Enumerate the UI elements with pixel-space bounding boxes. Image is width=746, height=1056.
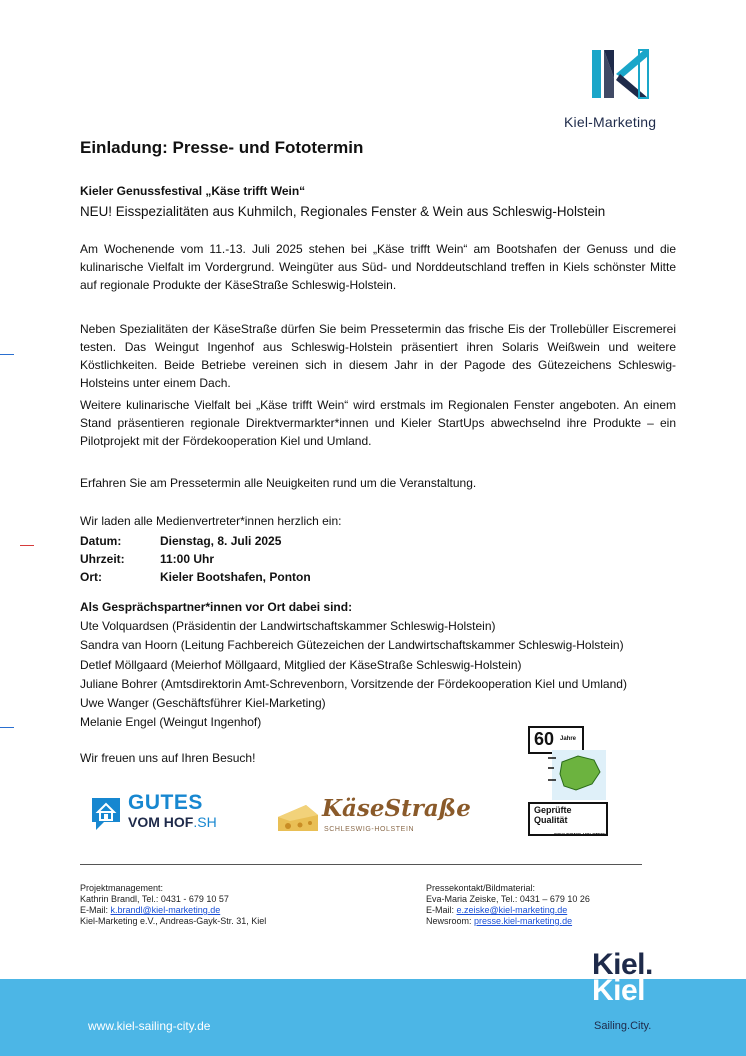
footer-right-newsroom-line — [426, 916, 686, 927]
time-row — [80, 550, 214, 568]
cheese-icon — [276, 801, 320, 835]
event-tagline: NEU! Eisspezialitäten aus Kuhmilch, Regionales Fenster & Wein aus Schleswig-Holstein — [80, 204, 606, 219]
gutes-vom-hof-logo — [88, 792, 248, 834]
place-label: Ort: — [80, 570, 102, 584]
km-monogram-icon — [590, 48, 650, 100]
time-label: Uhrzeit: — [80, 552, 125, 566]
partner-2: Sandra van Hoorn (Leitung Fachbereich Gütezeichen der Landwirtschaftskammer Schleswig-Holstein) — [80, 638, 624, 652]
margin-mark-3 — [0, 727, 14, 728]
footer-right-label: Pressekontakt/Bildmaterial: — [426, 883, 536, 893]
footer-left-email-link[interactable]: k.brandl@kiel-marketing.de — [110, 905, 221, 915]
footer-left-label: Projektmanagement: — [80, 883, 164, 893]
sailing-city-slogan: Sailing.City. — [594, 1020, 652, 1032]
footer-right-email-line — [426, 905, 686, 916]
kaesestrasse-region: SCHLESWIG-HOLSTEIN — [324, 826, 415, 833]
date-value: Dienstag, 8. Juli 2025 — [160, 534, 282, 548]
seal-jahre: Jahre — [560, 736, 577, 742]
footer-left-contact: Kathrin Brandl, Tel.: 0431 - 679 10 57 — [80, 894, 229, 904]
footer-right — [426, 883, 686, 927]
footer-right-email-label: E-Mail: — [426, 905, 455, 915]
house-bubble-icon — [88, 794, 124, 834]
kiel-word: Kiel. — [592, 948, 653, 981]
paragraph-3: Weitere kulinarische Vielfalt bei „Käse trifft Wein“ wird erstmals im Regionalen Fenster angeboten. An einem Stand präsentieren regionale Direktvermarkter*innen und Kieler StartUps abwechselnd ihre Produkte – ein Pilotprojekt mit der Fördekooperation Kiel und Umland. — [80, 398, 676, 448]
date-row — [80, 532, 281, 550]
footer-right-contact: Eva-Maria Zeiske, Tel.: 0431 – 679 10 26 — [426, 894, 590, 904]
seal-region: SCHLESWIG-HOLSTEIN — [554, 832, 606, 837]
kiel-word-inverted: Kiel — [592, 974, 646, 1007]
partner-6: Melanie Engel (Weingut Ingenhof) — [80, 715, 262, 729]
kaesestrasse-text: KäseStraße — [322, 795, 471, 822]
footer-right-email-link[interactable]: e.zeiske@kiel-marketing.de — [456, 905, 568, 915]
footer-right-newsroom-label: Newsroom: — [426, 916, 472, 926]
vom-hof-line — [128, 814, 217, 830]
invite-line: Wir laden alle Medienvertreter*innen herzlich ein: — [80, 514, 342, 528]
seal-number: 60 — [534, 729, 555, 749]
seal-line1: Geprüfte — [534, 805, 572, 815]
margin-mark-1 — [0, 354, 14, 355]
date-label: Datum: — [80, 534, 122, 548]
partner-3: Detlef Möllgaard (Meierhof Möllgaard, Mitglied der KäseStraße Schleswig-Holstein) — [80, 658, 522, 672]
event-name: Kieler Genussfestival „Käse trifft Wein“ — [80, 184, 306, 198]
paragraph-1: Am Wochenende vom 11.-13. Juli 2025 stehen bei „Käse trifft Wein“ am Bootshafen der Genuss und die kulinarische Vielfalt im Vordergrund. Weingüter aus Süd- und Norddeutschland treffen in Kiels schönster Mitte auf regionale Produkte der KäseStraße Schleswig-Holstein. — [80, 242, 676, 292]
footer-left-email-line — [80, 905, 380, 916]
partner-5: Uwe Wanger (Geschäftsführer Kiel-Marketing) — [80, 696, 326, 710]
kaesestrasse-logo — [276, 795, 486, 839]
kiel-sailing-city-logo — [586, 948, 676, 1036]
closing-line: Wir freuen uns auf Ihren Besuch! — [80, 751, 256, 765]
sh-suffix: .SH — [193, 814, 217, 830]
kiel-marketing-logo — [560, 48, 680, 134]
paragraph-4: Erfahren Sie am Pressetermin alle Neuigkeiten rund um die Veranstaltung. — [80, 476, 477, 490]
map-icon — [548, 750, 608, 800]
footer-left-email-label: E-Mail: — [80, 905, 109, 915]
partners-heading: Als Gesprächspartner*innen vor Ort dabei sind: — [80, 600, 353, 614]
quality-seal-logo — [528, 726, 610, 840]
footer-divider — [80, 864, 642, 865]
gutes-text: GUTES — [128, 791, 203, 814]
vom-hof-text: VOM HOF — [128, 814, 194, 830]
page-title: Einladung: Presse- und Fototermin — [80, 138, 364, 157]
seal-quality-box — [528, 802, 608, 836]
footer-right-newsroom-link[interactable]: presse.kiel-marketing.de — [474, 916, 573, 926]
kiel-marketing-wordmark: Kiel-Marketing — [564, 114, 657, 130]
footer-left-address: Kiel-Marketing e.V., Andreas-Gayk-Str. 31, Kiel — [80, 916, 267, 926]
margin-mark-2 — [20, 545, 34, 546]
footer-left — [80, 883, 380, 927]
place-row — [80, 568, 311, 586]
place-value: Kieler Bootshafen, Ponton — [160, 570, 311, 584]
seal-line2: Qualität — [534, 815, 568, 825]
website-link[interactable]: www.kiel-sailing-city.de — [88, 1019, 211, 1033]
time-value: 11:00 Uhr — [160, 552, 215, 566]
paragraph-2: Neben Spezialitäten der KäseStraße dürfen Sie beim Pressetermin das frische Eis der Trollebüller Eiscremerei testen. Das Weingut Ingenhof aus Schleswig-Holstein präsentiert ihren Solaris Weißwein und weitere Köstlichkeiten. Beide Betriebe vereinen sich in diesem Jahr in der Pagode des Gütezeichens Schleswig-Holsteins unter einem Dach. — [80, 322, 676, 390]
partner-1: Ute Volquardsen (Präsidentin der Landwirtschaftskammer Schleswig-Holstein) — [80, 619, 496, 633]
partner-4: Juliane Bohrer (Amtsdirektorin Amt-Schrevenborn, Vorsitzende der Fördekooperation Kiel und Umland) — [80, 677, 627, 691]
